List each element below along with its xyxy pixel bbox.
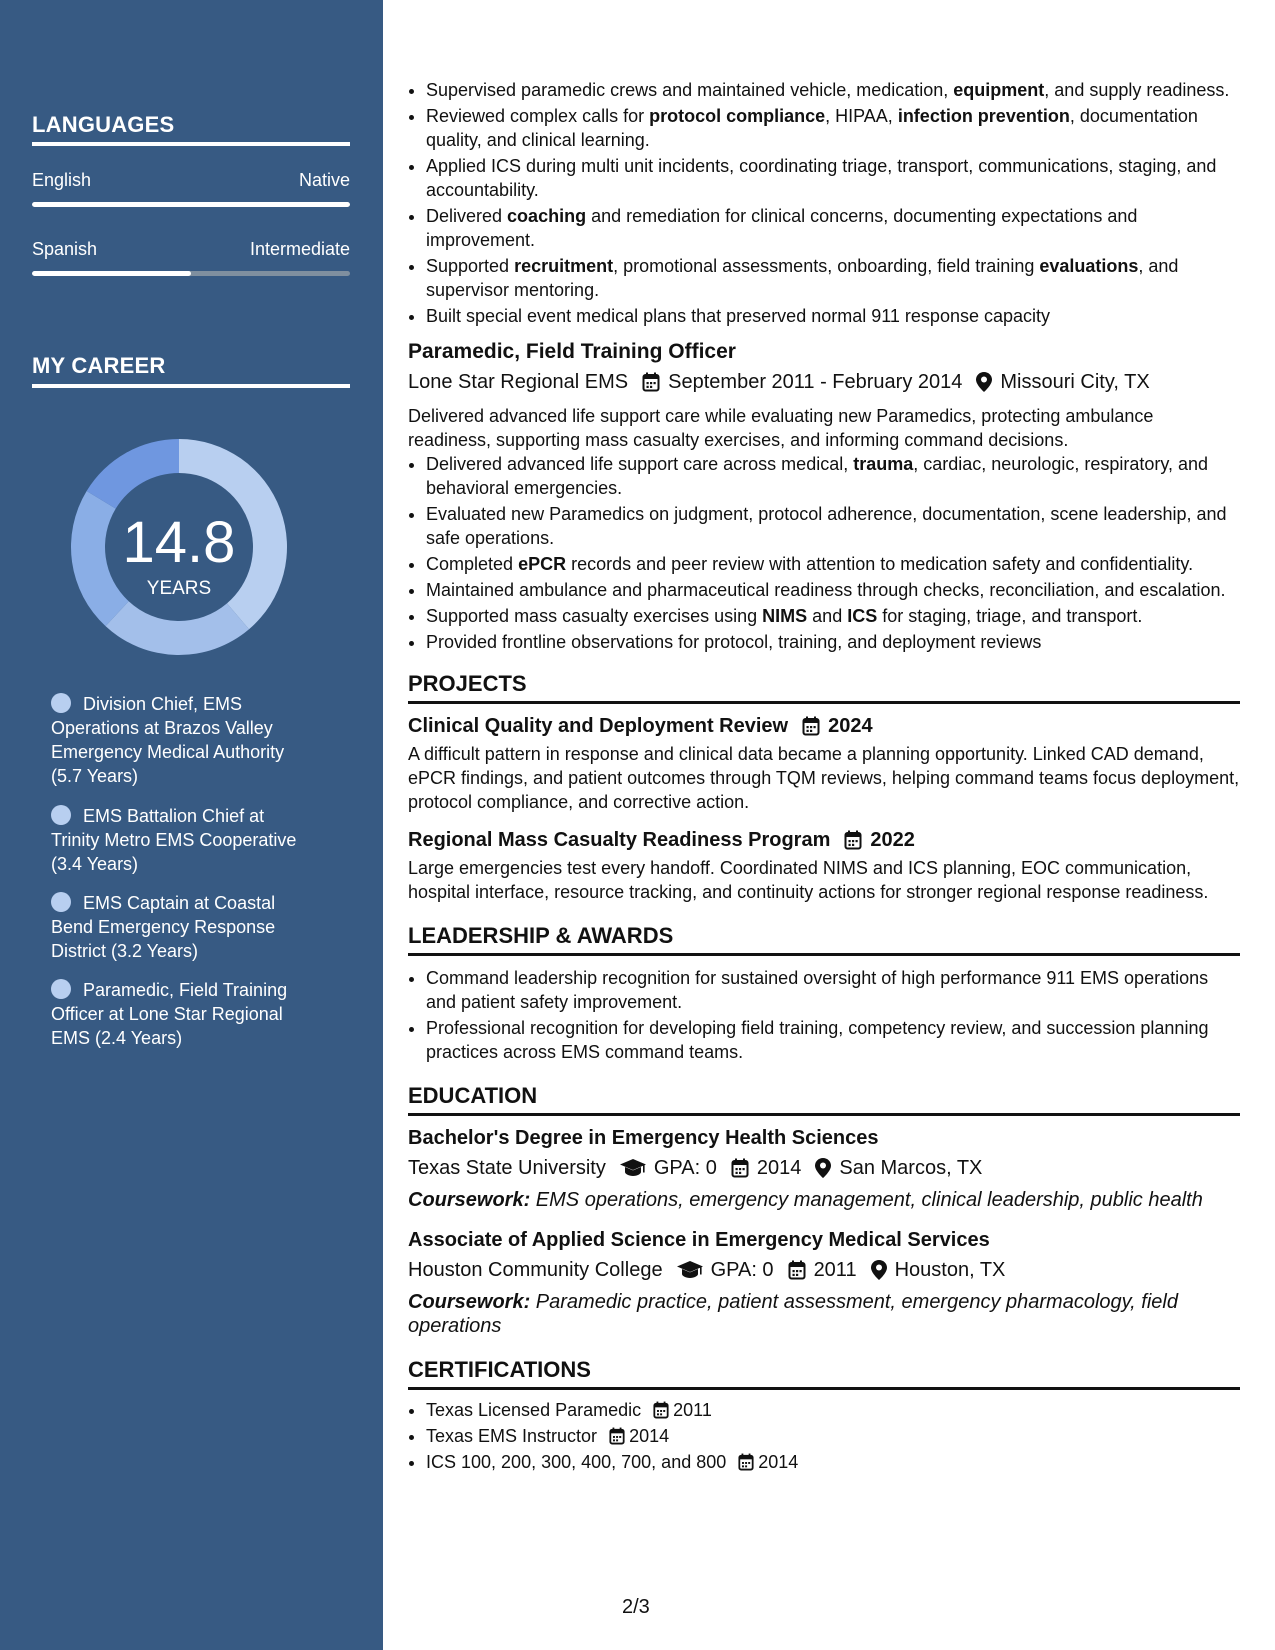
education-school: Houston Community College [408,1259,663,1281]
languages-heading: LANGUAGES [32,112,175,137]
bullet-text: Maintained ambulance and pharmaceutical readiness through checks, reconciliation, and escalation. [426,580,1226,600]
bullet-item [426,604,1240,628]
awards-list [408,966,1240,1064]
bullet-text: , and supply readiness. [1044,80,1230,100]
graduation-cap-icon [677,1261,703,1279]
bullet-text: Delivered advanced life support care across medical, [426,454,854,474]
education-year: 2011 [813,1259,857,1281]
bullet-keyword: infection prevention [897,106,1070,126]
bullet-keyword: evaluations [1039,256,1139,276]
bullet-text: , HIPAA, [825,106,898,126]
career-item-text: Division Chief, EMS Operations at Brazos Valley Emergency Medical Authority (5.7 Years) [51,694,285,786]
certification-year: 2014 [758,1452,799,1472]
education-gpa: GPA: 0 [653,1157,717,1179]
certification-year: 2014 [629,1426,670,1446]
job-dates: September 2011 - February 2014 [668,371,963,393]
award-item: • Professional recognition for developing field training, competency review, and succession planning practices across EMS command teams. [426,1016,1240,1064]
language-bar-fill [32,271,191,276]
career-unit: YEARS [146,578,212,599]
career-total: 14.8 [122,510,236,575]
education-location: San Marcos, TX [839,1157,983,1179]
bullet-text: , cardiac, neurologic, respiratory, and behavioral emergencies. [426,454,1209,498]
certification-item [426,1398,1240,1422]
languages-rule [32,142,350,146]
bullet-text: Supervised paramedic crews and maintained vehicle, medication, [426,80,954,100]
job-summary: Delivered advanced life support care while evaluating new Paramedics, protecting ambulance readiness, supporting mass casualty exercises, and informing command decisions. [408,406,1154,450]
bullet-keyword: coaching [507,206,587,226]
experience-bullets [408,78,1240,328]
career-item [51,804,311,876]
language-level: Native [298,170,350,190]
bullet-dot-icon [51,979,71,999]
job-bullets [408,452,1240,654]
graduation-cap-icon [620,1159,646,1177]
language-row [32,170,350,191]
education-meta [408,1256,1240,1284]
language-name: English [32,170,92,190]
location-pin-icon [815,1158,831,1178]
bullet-item [426,552,1240,576]
education-meta [408,1154,1240,1182]
bullet-dot-icon [51,693,71,713]
coursework-text: EMS operations, emergency management, clinical leadership, public health [530,1189,1203,1211]
job-location: Missouri City, TX [1000,371,1150,393]
donut-slice [106,601,249,655]
bullet-text: , and supervisor mentoring. [426,256,1179,300]
calendar-icon [738,1453,754,1471]
calendar-icon [802,716,820,736]
bullet-item [426,254,1240,302]
bullet-keyword: equipment [953,80,1045,100]
main-content [408,78,1240,1476]
job-company: Lone Star Regional EMS [408,371,629,393]
job-meta [408,368,1240,396]
career-rule [32,384,350,388]
certification-name: • ICS 100, 200, 300, 400, 700, and 800 [426,1452,727,1472]
bullet-item [426,304,1240,328]
career-heading: MY CAREER [32,353,166,378]
education-degree: Associate of Applied Science in Emergency Medical Services [408,1229,990,1251]
bullet-item [426,154,1240,202]
education-coursework [408,1188,1240,1212]
coursework-text: Paramedic practice, patient assessment, emergency pharmacology, field operations [408,1291,1178,1337]
bullet-text: Applied ICS during multi unit incidents, coordinating triage, transport, communications, staging, and accountability. [426,156,1217,200]
bullet-item [426,204,1240,252]
job-title: Paramedic, Field Training Officer [408,340,736,363]
page-number: 2/3 [622,1596,650,1618]
certification-year: 2011 [673,1400,712,1420]
bullet-text: Completed [426,554,519,574]
education-heading: EDUCATION [408,1082,1240,1116]
project-year: 2022 [870,829,915,851]
sidebar [0,0,383,1650]
awards-heading: LEADERSHIP & AWARDS [408,922,1240,956]
project-name: Regional Mass Casualty Readiness Program [408,829,831,851]
project-description: Large emergencies test every handoff. Coordinated NIMS and ICS planning, EOC communication, hospital interface, resource tracking, and continuity actions for stronger regional response readiness. [408,858,1209,902]
bullet-text: Evaluated new Paramedics on judgment, protocol adherence, documentation, scene leadership, and safe operations. [426,504,1227,548]
certification-name: • Texas Licensed Paramedic [426,1400,642,1420]
bullet-keyword: trauma [853,454,914,474]
donut-slice [71,491,129,626]
calendar-icon [642,372,660,392]
certifications-heading: CERTIFICATIONS [408,1356,1240,1390]
certification-name: • Texas EMS Instructor [426,1426,598,1446]
bullet-text: Reviewed complex calls for [426,106,650,126]
bullet-text: Supported [426,256,515,276]
education-location: Houston, TX [894,1259,1006,1281]
bullet-keyword: recruitment [514,256,614,276]
coursework-label: Coursework: [408,1291,531,1313]
coursework-label: Coursework: [408,1189,531,1211]
calendar-icon [844,830,862,850]
language-name: Spanish [32,239,98,259]
calendar-icon [609,1427,625,1445]
education-coursework [408,1290,1240,1338]
bullet-item [426,578,1240,602]
bullet-item [426,452,1240,500]
bullet-text: and remediation for clinical concerns, documenting expectations and improvement. [426,206,1138,250]
bullet-text: Provided frontline observations for protocol, training, and deployment reviews [426,632,1042,652]
calendar-icon [731,1158,749,1178]
bullet-item [426,502,1240,550]
bullet-dot-icon [51,805,71,825]
bullet-text: , promotional assessments, onboarding, field training [613,256,1040,276]
bullet-item [426,104,1240,152]
language-bar [32,271,350,276]
career-item [51,692,311,788]
bullet-keyword: ICS [847,606,878,626]
certifications-list [408,1398,1240,1474]
project-name: Clinical Quality and Deployment Review [408,715,789,737]
project-year: 2024 [828,715,873,737]
bullet-item [426,630,1240,654]
calendar-icon [788,1260,806,1280]
career-item-text: EMS Battalion Chief at Trinity Metro EMS Cooperative (3.4 Years) [51,806,297,874]
project-description: A difficult pattern in response and clinical data became a planning opportunity. Linked CAD demand, ePCR findings, and patient outcomes through TQM reviews, helping command teams focus deployment, protocol compliance, and corrective action. [408,744,1240,812]
career-item-text: EMS Captain at Coastal Bend Emergency Response District (3.2 Years) [51,893,276,961]
education-degree: Bachelor's Degree in Emergency Health Sciences [408,1127,879,1149]
language-level: Intermediate [249,239,350,259]
language-bar [32,202,350,207]
education-school: Texas State University [408,1157,606,1179]
bullet-text: Built special event medical plans that preserved normal 911 response capacity [426,306,1051,326]
project-title [408,826,1240,854]
location-pin-icon [871,1260,887,1280]
bullet-text: records and peer review with attention to medication safety and confidentiality. [566,554,1194,574]
bullet-item [426,78,1240,102]
career-item-text: Paramedic, Field Training Officer at Lone Star Regional EMS (2.4 Years) [51,980,288,1048]
bullet-text: , documentation quality, and clinical learning. [426,106,1198,150]
bullet-keyword: ePCR [518,554,567,574]
award-item: • Command leadership recognition for sustained oversight of high performance 911 EMS operations and patient safety improvement. [426,966,1240,1014]
projects-heading: PROJECTS [408,670,1240,704]
bullet-text: and [807,606,848,626]
bullet-text: Supported mass casualty exercises using [426,606,763,626]
bullet-text: Delivered [426,206,508,226]
career-item [51,891,311,963]
career-donut-chart [66,434,292,660]
donut-slice [87,439,179,509]
bullet-dot-icon [51,892,71,912]
language-bar-fill [32,202,350,207]
career-item [51,978,311,1050]
project-title [408,712,1240,740]
certification-item [426,1424,1240,1448]
certification-item [426,1450,1240,1474]
location-pin-icon [976,372,992,392]
bullet-text: for staging, triage, and transport. [877,606,1143,626]
bullet-keyword: NIMS [762,606,808,626]
bullet-keyword: protocol compliance [649,106,826,126]
education-year: 2014 [756,1157,802,1179]
calendar-icon [653,1401,669,1419]
education-gpa: GPA: 0 [710,1259,774,1281]
language-row [32,239,350,260]
